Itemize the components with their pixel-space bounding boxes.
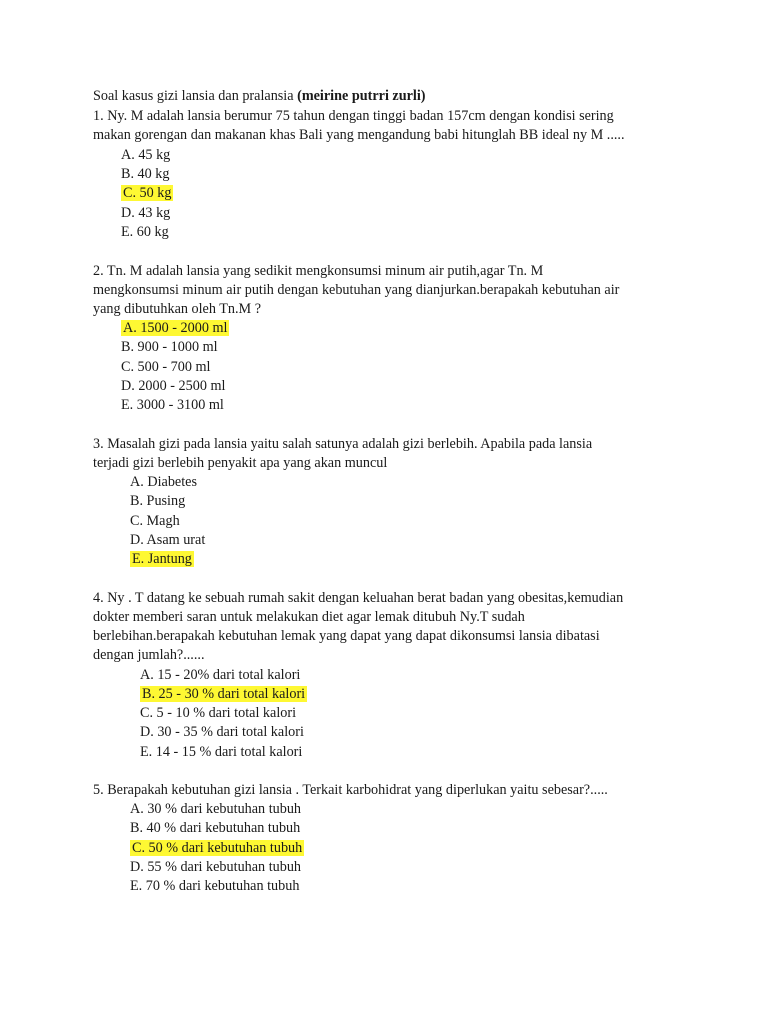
option-c: C. 500 - 700 ml	[121, 359, 211, 375]
question-text-line: makan gorengan dan makanan khas Bali yang mengandung babi hitunglah BB ideal ny M .....	[93, 127, 625, 143]
option-c-correct-answer: C. 50 % dari kebutuhan tubuh	[132, 840, 303, 856]
option-a: A. 15 - 20% dari total kalori	[140, 667, 301, 683]
question-text-line: yang dibutuhkan oleh Tn.M ?	[93, 301, 261, 317]
question-text-line: terjadi gizi berlebih penyakit apa yang akan muncul	[93, 455, 388, 471]
option-e: E. 70 % dari kebutuhan tubuh	[130, 878, 300, 894]
option-d: D. 43 kg	[121, 205, 171, 221]
option-b: B. 900 - 1000 ml	[121, 339, 218, 355]
option-e: E. 60 kg	[121, 224, 169, 240]
question-text-line: dengan jumlah?......	[93, 647, 205, 663]
question-text-line: dokter memberi saran untuk melakukan diet agar lemak ditubuh Ny.T sudah	[93, 609, 525, 625]
option-e-correct-answer: E. Jantung	[132, 551, 192, 567]
option-a: A. 30 % dari kebutuhan tubuh	[130, 801, 302, 817]
option-d: D. 30 - 35 % dari total kalori	[140, 724, 304, 740]
option-e: E. 14 - 15 % dari total kalori	[140, 744, 303, 760]
option-e: E. 3000 - 3100 ml	[121, 397, 224, 413]
option-b: B. Pusing	[130, 493, 186, 509]
option-b: B. 40 % dari kebutuhan tubuh	[130, 820, 301, 836]
option-b-correct-answer: B. 25 - 30 % dari total kalori	[142, 686, 306, 702]
option-d: D. Asam urat	[130, 532, 206, 548]
option-a-correct-answer: A. 1500 - 2000 ml	[123, 320, 228, 336]
title-text: Soal kasus gizi lansia dan pralansia	[93, 88, 298, 104]
question-text-line: berlebihan.berapakah kebutuhan lemak yang dapat yang dapat dikonsumsi lansia dibatasi	[93, 628, 600, 644]
option-a: A. 45 kg	[121, 147, 171, 163]
document-title	[93, 87, 426, 106]
question-text-line: mengkonsumsi minum air putih dengan kebutuhan yang dianjurkan.berapakah kebutuhan air	[93, 282, 620, 298]
question-text-line: 2. Tn. M adalah lansia yang sedikit mengkonsumsi minum air putih,agar Tn. M	[93, 263, 544, 279]
option-d: D. 55 % dari kebutuhan tubuh	[130, 859, 302, 875]
option-a: A. Diabetes	[130, 474, 197, 490]
question-text-line: 4. Ny . T datang ke sebuah rumah sakit dengan keluahan berat badan yang obesitas,kemudian	[93, 590, 624, 606]
question-text-line: 1. Ny. M adalah lansia berumur 75 tahun dengan tinggi badan 157cm dengan kondisi sering	[93, 108, 614, 124]
question-text-line: 5. Berapakah kebutuhan gizi lansia . Terkait karbohidrat yang diperlukan yaitu sebesar?.....	[93, 782, 608, 798]
option-c: C. 5 - 10 % dari total kalori	[140, 705, 297, 721]
option-b: B. 40 kg	[121, 166, 170, 182]
question-text-line: 3. Masalah gizi pada lansia yaitu salah satunya adalah gizi berlebih. Apabila pada lansia	[93, 436, 593, 452]
option-d: D. 2000 - 2500 ml	[121, 378, 226, 394]
option-c: C. Magh	[130, 513, 180, 529]
title-author: (meirine putrri zurli)	[297, 88, 426, 104]
option-c-correct-answer: C. 50 kg	[123, 185, 172, 201]
